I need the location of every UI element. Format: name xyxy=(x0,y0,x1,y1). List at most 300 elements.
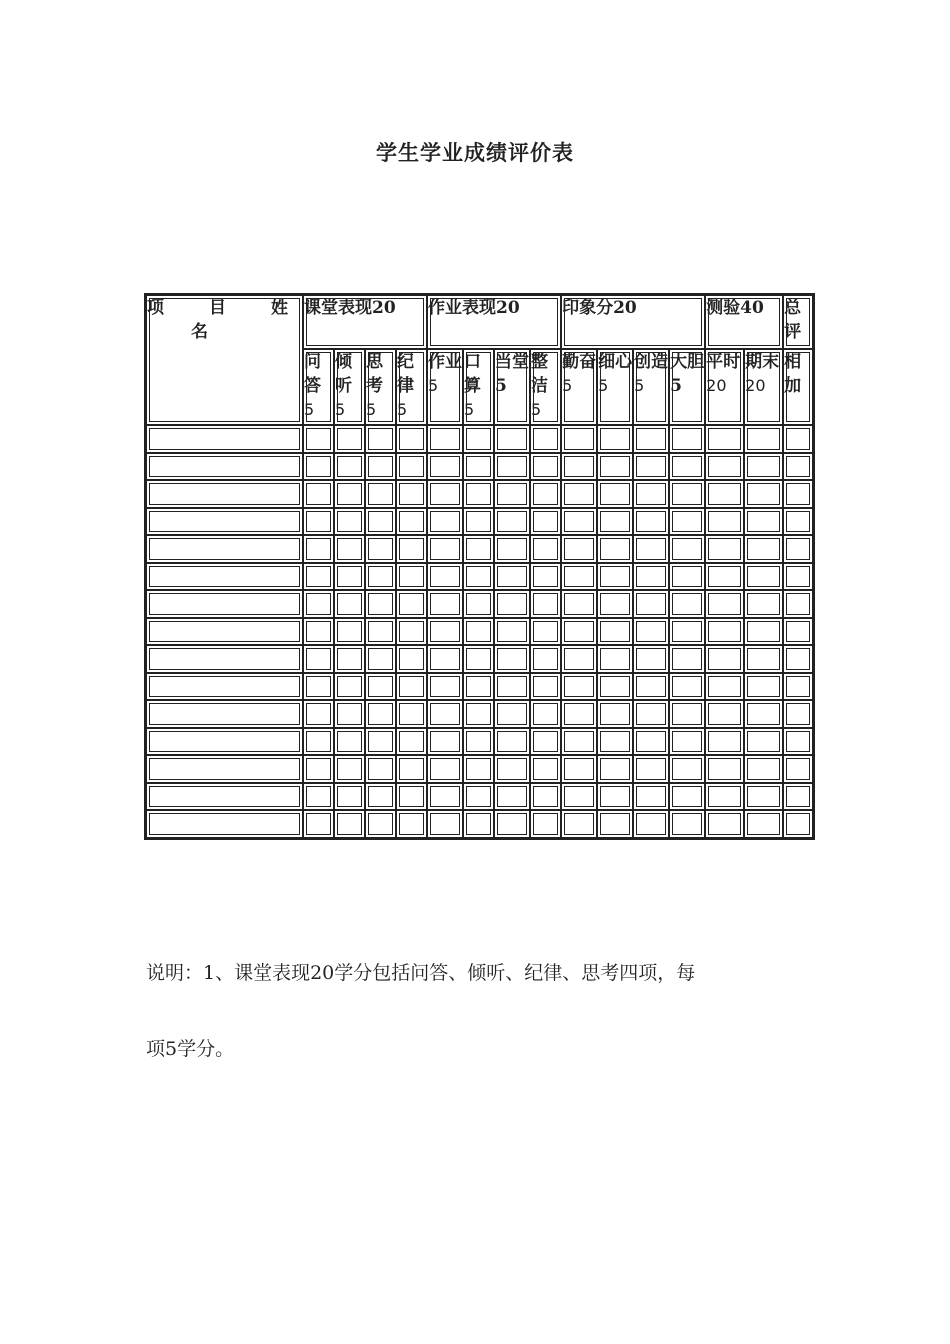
student-name-cell[interactable] xyxy=(146,618,303,646)
score-cell[interactable] xyxy=(783,755,813,783)
score-cell[interactable] xyxy=(705,535,744,563)
score-cell[interactable] xyxy=(334,755,365,783)
student-name-cell[interactable] xyxy=(146,425,303,453)
score-cell[interactable] xyxy=(494,755,530,783)
score-cell[interactable] xyxy=(334,673,365,701)
score-cell[interactable] xyxy=(334,508,365,536)
subheader-cell xyxy=(365,349,396,425)
score-cell[interactable] xyxy=(463,783,494,811)
score-cell[interactable] xyxy=(494,563,530,591)
table-row xyxy=(146,673,813,701)
score-cell[interactable] xyxy=(783,645,813,673)
score-cell[interactable] xyxy=(494,425,530,453)
score-cell[interactable] xyxy=(530,425,561,453)
score-cell[interactable] xyxy=(334,535,365,563)
score-cell[interactable] xyxy=(494,508,530,536)
score-cell[interactable] xyxy=(303,563,334,591)
score-cell[interactable] xyxy=(633,563,669,591)
score-cell[interactable] xyxy=(561,728,597,756)
score-cell[interactable] xyxy=(334,590,365,618)
score-cell[interactable] xyxy=(633,755,669,783)
score-cell[interactable] xyxy=(365,673,396,701)
subheader-points: 5 xyxy=(634,376,645,395)
table-row xyxy=(146,453,813,481)
score-cell[interactable] xyxy=(669,700,705,728)
score-cell[interactable] xyxy=(633,508,669,536)
student-name-cell[interactable] xyxy=(146,590,303,618)
score-cell[interactable] xyxy=(561,700,597,728)
score-cell[interactable] xyxy=(669,755,705,783)
score-cell[interactable] xyxy=(494,728,530,756)
score-cell[interactable] xyxy=(427,425,463,453)
score-cell[interactable] xyxy=(744,673,783,701)
student-name-cell[interactable] xyxy=(146,783,303,811)
score-cell[interactable] xyxy=(669,783,705,811)
score-cell[interactable] xyxy=(561,755,597,783)
score-cell[interactable] xyxy=(561,783,597,811)
score-cell[interactable] xyxy=(494,535,530,563)
score-cell[interactable] xyxy=(783,563,813,591)
group-homework-header: 作业表现20 xyxy=(427,295,561,349)
score-cell[interactable] xyxy=(427,618,463,646)
score-cell[interactable] xyxy=(303,453,334,481)
score-cell[interactable] xyxy=(303,728,334,756)
score-cell[interactable] xyxy=(396,508,427,536)
score-cell[interactable] xyxy=(744,645,783,673)
score-cell[interactable] xyxy=(597,453,633,481)
score-cell[interactable] xyxy=(530,700,561,728)
subheader-points: 20 xyxy=(706,376,727,395)
score-cell[interactable] xyxy=(494,590,530,618)
score-cell[interactable] xyxy=(597,590,633,618)
subheader-label: 纪律 xyxy=(397,352,414,396)
group-impression-header: 印象分20 xyxy=(561,295,705,349)
score-cell[interactable] xyxy=(463,645,494,673)
table-row xyxy=(146,783,813,811)
score-cell[interactable] xyxy=(530,590,561,618)
score-cell[interactable] xyxy=(561,618,597,646)
score-cell[interactable] xyxy=(365,453,396,481)
score-cell[interactable] xyxy=(396,728,427,756)
score-cell[interactable] xyxy=(561,508,597,536)
group-total-header: 总评 xyxy=(783,295,813,349)
score-cell[interactable] xyxy=(744,563,783,591)
score-cell[interactable] xyxy=(561,480,597,508)
score-cell[interactable] xyxy=(427,480,463,508)
score-cell[interactable] xyxy=(597,563,633,591)
student-name-cell[interactable] xyxy=(146,535,303,563)
score-cell[interactable] xyxy=(633,618,669,646)
score-cell[interactable] xyxy=(334,700,365,728)
score-cell[interactable] xyxy=(334,425,365,453)
score-cell[interactable] xyxy=(597,810,633,838)
score-cell[interactable] xyxy=(427,453,463,481)
score-cell[interactable] xyxy=(597,755,633,783)
score-cell[interactable] xyxy=(705,728,744,756)
score-cell[interactable] xyxy=(427,673,463,701)
score-cell[interactable] xyxy=(530,453,561,481)
score-cell[interactable] xyxy=(783,673,813,701)
score-cell[interactable] xyxy=(463,618,494,646)
subheader-cell xyxy=(705,349,744,425)
score-cell[interactable] xyxy=(633,783,669,811)
score-cell[interactable] xyxy=(427,810,463,838)
score-cell[interactable] xyxy=(783,453,813,481)
score-cell[interactable] xyxy=(633,480,669,508)
student-name-cell[interactable] xyxy=(146,810,303,838)
subheader-points: 5 xyxy=(304,400,315,419)
score-cell[interactable] xyxy=(494,453,530,481)
score-cell[interactable] xyxy=(463,810,494,838)
score-cell[interactable] xyxy=(669,480,705,508)
score-cell[interactable] xyxy=(705,563,744,591)
score-cell[interactable] xyxy=(783,535,813,563)
score-cell[interactable] xyxy=(396,810,427,838)
score-cell[interactable] xyxy=(427,728,463,756)
subheader-cell xyxy=(530,349,561,425)
score-cell[interactable] xyxy=(334,618,365,646)
table-row xyxy=(146,645,813,673)
score-cell[interactable] xyxy=(365,728,396,756)
score-cell[interactable] xyxy=(396,645,427,673)
subheader-label: 作业 xyxy=(428,352,463,372)
score-cell[interactable] xyxy=(463,453,494,481)
subheader-cell xyxy=(463,349,494,425)
score-cell[interactable] xyxy=(303,425,334,453)
score-cell[interactable] xyxy=(744,508,783,536)
score-cell[interactable] xyxy=(597,728,633,756)
subheader-label: 勤奋 xyxy=(562,352,597,372)
score-cell[interactable] xyxy=(597,618,633,646)
score-cell[interactable] xyxy=(365,783,396,811)
score-cell[interactable] xyxy=(334,810,365,838)
subheader-points: 5 xyxy=(397,400,408,419)
subheader-label: 细心 xyxy=(598,352,633,372)
corner-char-ming: 名 xyxy=(191,322,208,342)
score-cell[interactable] xyxy=(669,645,705,673)
score-cell[interactable] xyxy=(396,563,427,591)
score-cell[interactable] xyxy=(463,728,494,756)
score-cell[interactable] xyxy=(396,425,427,453)
score-cell[interactable] xyxy=(783,810,813,838)
subheader-cell xyxy=(334,349,365,425)
score-cell[interactable] xyxy=(561,425,597,453)
score-cell[interactable] xyxy=(783,700,813,728)
subheader-cell xyxy=(396,349,427,425)
corner-char-mu: 目 xyxy=(209,298,226,318)
score-cell[interactable] xyxy=(669,535,705,563)
score-cell[interactable] xyxy=(561,563,597,591)
subheader-label: 平时 xyxy=(706,352,741,372)
subheader-cell xyxy=(597,349,633,425)
subheader-points: 5 xyxy=(598,376,609,395)
score-cell[interactable] xyxy=(530,645,561,673)
score-cell[interactable] xyxy=(705,783,744,811)
score-cell[interactable] xyxy=(427,590,463,618)
subheader-cell xyxy=(427,349,463,425)
score-cell[interactable] xyxy=(303,810,334,838)
score-cell[interactable] xyxy=(561,673,597,701)
score-cell[interactable] xyxy=(705,453,744,481)
subheader-cell xyxy=(494,349,530,425)
score-cell[interactable] xyxy=(396,480,427,508)
subheader-points: 5 xyxy=(464,400,475,419)
score-table xyxy=(144,293,815,840)
score-cell[interactable] xyxy=(669,425,705,453)
table-row xyxy=(146,618,813,646)
score-cell[interactable] xyxy=(494,673,530,701)
score-cell[interactable] xyxy=(396,700,427,728)
score-cell[interactable] xyxy=(530,673,561,701)
score-cell[interactable] xyxy=(463,590,494,618)
subheader-points: 5 xyxy=(428,376,439,395)
score-cell[interactable] xyxy=(633,700,669,728)
score-cell[interactable] xyxy=(463,700,494,728)
score-cell[interactable] xyxy=(669,453,705,481)
table-row xyxy=(146,563,813,591)
score-cell[interactable] xyxy=(783,508,813,536)
subheader-label: 口算 xyxy=(464,352,482,396)
student-name-cell[interactable] xyxy=(146,453,303,481)
score-cell[interactable] xyxy=(633,673,669,701)
table-row xyxy=(146,508,813,536)
score-cell[interactable] xyxy=(633,590,669,618)
score-cell[interactable] xyxy=(597,535,633,563)
student-name-cell[interactable] xyxy=(146,480,303,508)
score-cell[interactable] xyxy=(427,755,463,783)
table-row xyxy=(146,755,813,783)
table-row xyxy=(146,700,813,728)
student-name-cell[interactable] xyxy=(146,728,303,756)
score-cell[interactable] xyxy=(334,645,365,673)
score-cell[interactable] xyxy=(463,673,494,701)
score-cell[interactable] xyxy=(494,645,530,673)
student-name-cell[interactable] xyxy=(146,700,303,728)
score-cell[interactable] xyxy=(365,508,396,536)
score-cell[interactable] xyxy=(669,618,705,646)
score-cell[interactable] xyxy=(303,673,334,701)
score-cell[interactable] xyxy=(427,645,463,673)
score-cell[interactable] xyxy=(744,425,783,453)
score-cell[interactable] xyxy=(597,783,633,811)
score-cell[interactable] xyxy=(494,700,530,728)
score-cell[interactable] xyxy=(334,563,365,591)
score-cell[interactable] xyxy=(530,508,561,536)
subheader-cell xyxy=(303,349,334,425)
score-cell[interactable] xyxy=(783,783,813,811)
table-row xyxy=(146,810,813,838)
score-cell[interactable] xyxy=(669,728,705,756)
score-cell[interactable] xyxy=(705,480,744,508)
score-cell[interactable] xyxy=(365,810,396,838)
table-row xyxy=(146,590,813,618)
score-cell[interactable] xyxy=(744,700,783,728)
score-cell[interactable] xyxy=(365,590,396,618)
score-cell[interactable] xyxy=(561,645,597,673)
score-cell[interactable] xyxy=(783,728,813,756)
score-cell[interactable] xyxy=(783,590,813,618)
score-cell[interactable] xyxy=(561,453,597,481)
score-cell[interactable] xyxy=(705,673,744,701)
score-cell[interactable] xyxy=(334,783,365,811)
score-cell[interactable] xyxy=(783,618,813,646)
score-cell[interactable] xyxy=(494,618,530,646)
score-cell[interactable] xyxy=(396,783,427,811)
score-cell[interactable] xyxy=(463,508,494,536)
score-cell[interactable] xyxy=(365,618,396,646)
score-cell[interactable] xyxy=(705,755,744,783)
score-cell[interactable] xyxy=(597,480,633,508)
score-cell[interactable] xyxy=(427,700,463,728)
score-cell[interactable] xyxy=(303,508,334,536)
subheader-label: 大胆5 xyxy=(670,352,705,396)
subheader-points: 20 xyxy=(745,376,766,395)
score-cell[interactable] xyxy=(530,783,561,811)
student-name-cell[interactable] xyxy=(146,508,303,536)
score-cell[interactable] xyxy=(705,618,744,646)
score-cell[interactable] xyxy=(530,728,561,756)
score-cell[interactable] xyxy=(427,563,463,591)
score-cell[interactable] xyxy=(530,618,561,646)
score-cell[interactable] xyxy=(365,755,396,783)
score-cell[interactable] xyxy=(744,618,783,646)
score-cell[interactable] xyxy=(334,453,365,481)
score-cell[interactable] xyxy=(494,783,530,811)
score-cell[interactable] xyxy=(705,810,744,838)
score-cell[interactable] xyxy=(303,700,334,728)
score-cell[interactable] xyxy=(396,755,427,783)
score-cell[interactable] xyxy=(396,590,427,618)
score-cell[interactable] xyxy=(427,508,463,536)
score-cell[interactable] xyxy=(396,673,427,701)
score-cell[interactable] xyxy=(494,480,530,508)
score-cell[interactable] xyxy=(669,563,705,591)
subheader-points: 5 xyxy=(531,400,542,419)
score-cell[interactable] xyxy=(530,480,561,508)
score-cell[interactable] xyxy=(744,728,783,756)
score-cell[interactable] xyxy=(597,673,633,701)
score-cell[interactable] xyxy=(633,535,669,563)
score-cell[interactable] xyxy=(783,480,813,508)
score-cell[interactable] xyxy=(365,480,396,508)
score-cell[interactable] xyxy=(530,535,561,563)
score-cell[interactable] xyxy=(633,645,669,673)
score-cell[interactable] xyxy=(705,508,744,536)
score-cell[interactable] xyxy=(633,728,669,756)
score-cell[interactable] xyxy=(396,618,427,646)
score-cell[interactable] xyxy=(530,755,561,783)
score-cell[interactable] xyxy=(744,535,783,563)
corner-char-xiang: 项 xyxy=(147,298,164,318)
score-cell[interactable] xyxy=(633,453,669,481)
score-cell[interactable] xyxy=(669,673,705,701)
score-cell[interactable] xyxy=(597,700,633,728)
score-cell[interactable] xyxy=(744,590,783,618)
header-row-groups xyxy=(146,295,813,349)
score-cell[interactable] xyxy=(744,755,783,783)
score-cell[interactable] xyxy=(783,425,813,453)
score-cell[interactable] xyxy=(463,535,494,563)
score-cell[interactable] xyxy=(463,563,494,591)
student-name-cell[interactable] xyxy=(146,563,303,591)
subheader-cell xyxy=(633,349,669,425)
score-cell[interactable] xyxy=(365,700,396,728)
note-line-2: 项5学分。 xyxy=(146,1038,235,1060)
score-cell[interactable] xyxy=(705,590,744,618)
score-cell[interactable] xyxy=(303,480,334,508)
student-name-cell[interactable] xyxy=(146,645,303,673)
score-cell[interactable] xyxy=(463,480,494,508)
score-cell[interactable] xyxy=(669,810,705,838)
score-cell[interactable] xyxy=(705,700,744,728)
score-cell[interactable] xyxy=(463,755,494,783)
score-cell[interactable] xyxy=(597,425,633,453)
score-cell[interactable] xyxy=(561,590,597,618)
score-cell[interactable] xyxy=(744,453,783,481)
score-cell[interactable] xyxy=(705,425,744,453)
score-cell[interactable] xyxy=(744,480,783,508)
score-cell[interactable] xyxy=(427,535,463,563)
score-cell[interactable] xyxy=(530,563,561,591)
score-cell[interactable] xyxy=(303,645,334,673)
score-cell[interactable] xyxy=(705,645,744,673)
score-cell[interactable] xyxy=(303,535,334,563)
score-cell[interactable] xyxy=(669,590,705,618)
score-cell[interactable] xyxy=(303,590,334,618)
score-cell[interactable] xyxy=(744,783,783,811)
note-line-1: 说明：1、课堂表现20学分包括问答、倾听、纪律、思考四项，每 xyxy=(146,962,696,984)
score-cell[interactable] xyxy=(597,645,633,673)
score-cell[interactable] xyxy=(561,810,597,838)
table-row xyxy=(146,728,813,756)
score-cell[interactable] xyxy=(427,783,463,811)
student-name-cell[interactable] xyxy=(146,755,303,783)
score-cell[interactable] xyxy=(334,728,365,756)
score-cell[interactable] xyxy=(365,645,396,673)
table-row xyxy=(146,480,813,508)
subheader-label: 问答 xyxy=(304,352,321,396)
score-cell[interactable] xyxy=(633,810,669,838)
score-cell[interactable] xyxy=(365,535,396,563)
score-cell[interactable] xyxy=(744,810,783,838)
subheader-cell xyxy=(561,349,597,425)
score-cell[interactable] xyxy=(303,618,334,646)
subheader-label: 期末 xyxy=(745,352,780,372)
score-cell[interactable] xyxy=(396,535,427,563)
subheader-label: 创造 xyxy=(634,352,669,372)
score-cell[interactable] xyxy=(365,425,396,453)
subheader-label: 相加 xyxy=(784,352,802,396)
subheader-points: 5 xyxy=(562,376,573,395)
subheader-cell xyxy=(744,349,783,425)
subheader-points: 5 xyxy=(335,400,346,419)
score-cell[interactable] xyxy=(303,755,334,783)
score-cell[interactable] xyxy=(463,425,494,453)
group-test-header: 测验40 xyxy=(705,295,783,349)
score-cell[interactable] xyxy=(669,508,705,536)
score-cell[interactable] xyxy=(597,508,633,536)
score-cell[interactable] xyxy=(334,480,365,508)
score-cell[interactable] xyxy=(561,535,597,563)
score-cell[interactable] xyxy=(633,425,669,453)
score-cell[interactable] xyxy=(494,810,530,838)
subheader-label: 整洁 xyxy=(531,352,549,396)
score-cell[interactable] xyxy=(530,810,561,838)
score-cell[interactable] xyxy=(303,783,334,811)
score-cell[interactable] xyxy=(365,563,396,591)
student-name-cell[interactable] xyxy=(146,673,303,701)
score-cell[interactable] xyxy=(396,453,427,481)
